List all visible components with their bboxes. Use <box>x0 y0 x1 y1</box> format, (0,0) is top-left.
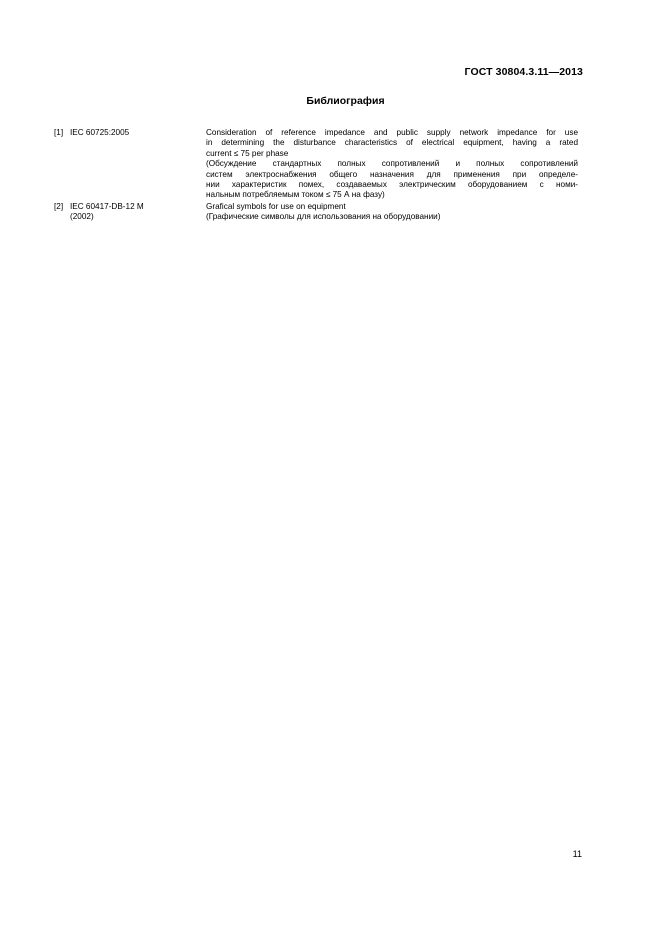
entry-text-line: current ≤ 75 per phase <box>206 148 289 158</box>
entry-text-line: Grafical symbols for use on equipment <box>206 201 346 211</box>
entry-source <box>70 128 206 201</box>
bibliography-entry <box>54 202 579 223</box>
section-title: Библиография <box>306 95 385 107</box>
entry-text-line: Consideration of reference impedance and public supply network impedance for use <box>206 128 578 137</box>
entry-text-line: (Графические символы для использования на оборудовании) <box>206 212 441 222</box>
entry-reference <box>54 128 206 201</box>
entry-source-line: IEC 60417-DB-12 M <box>70 201 144 211</box>
entry-source-line: IEC 60725:2005 <box>70 128 130 137</box>
entry-text-line: систем электроснабжения общего назначения для применения при определе- <box>206 169 578 179</box>
entry-description <box>206 128 578 201</box>
entry-number: [2] <box>54 201 64 211</box>
page-number: 11 <box>572 849 582 859</box>
entry-source-line: (2002) <box>70 212 94 222</box>
bibliography-list <box>54 128 579 224</box>
entry-text-line: нии характеристик помех, создаваемых электрическим оборудованием с номи- <box>206 180 578 190</box>
entry-text-line: in determining the disturbance characteristics of electrical equipment, having a rated <box>206 138 578 148</box>
entry-text-line: нальным потребляемым током ≤ 75 А на фазу) <box>206 190 385 200</box>
entry-reference <box>54 202 206 223</box>
entry-text-line: (Обсуждение стандартных полных сопротивлений и полных сопротивлений <box>206 159 578 169</box>
bibliography-entry <box>54 128 579 201</box>
entry-source <box>70 202 206 223</box>
entry-description <box>206 202 578 223</box>
entry-number: [1] <box>54 128 64 137</box>
document-id: ГОСТ 30804.3.11—2013 <box>464 66 583 78</box>
